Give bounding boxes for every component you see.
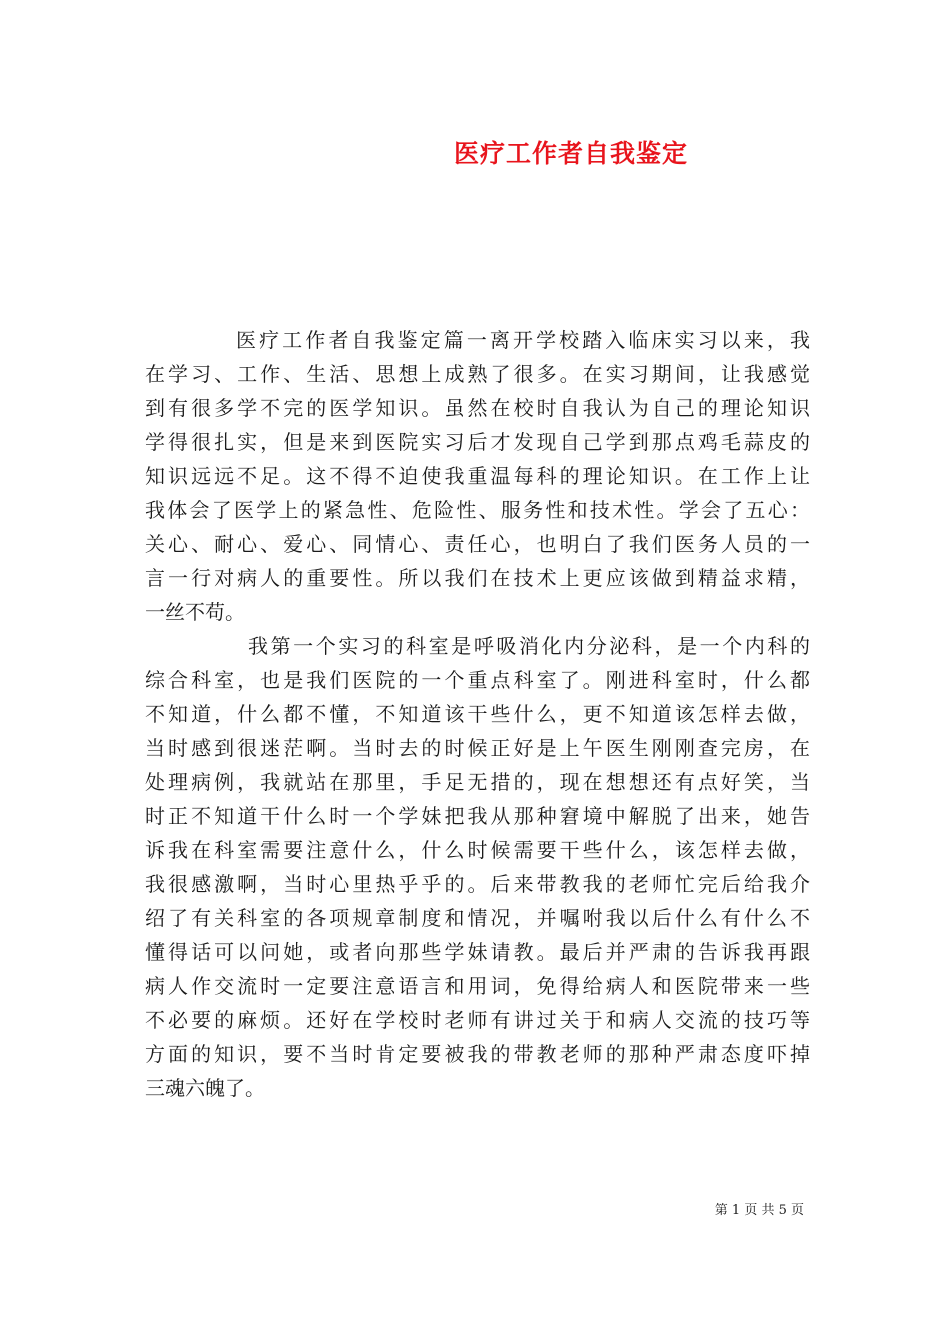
page-number-footer: 第 1 页 共 5 页 xyxy=(714,1203,804,1218)
text-line: 不必要的麻烦。还好在学校时老师有讲过关于和病人交流的技巧等 xyxy=(145,1008,810,1032)
text-line: 言一行对病人的重要性。所以我们在技术上更应该做到精益求精， xyxy=(145,566,810,590)
text-line: 方面的知识，要不当时肯定要被我的带教老师的那种严肃态度吓掉 xyxy=(145,1042,810,1066)
text-line: 我第一个实习的科室是呼吸消化内分泌科，是一个内科的 xyxy=(248,634,810,658)
text-line: 在学习、工作、生活、思想上成熟了很多。在实习期间，让我感觉 xyxy=(145,362,810,386)
text-line: 我体会了医学上的紧急性、危险性、服务性和技术性。学会了五心： xyxy=(145,498,810,522)
text-line: 处理病例，我就站在那里，手足无措的，现在想想还有点好笑，当 xyxy=(145,770,810,794)
document-body xyxy=(145,323,810,1105)
text-line: 懂得话可以问她，或者向那些学妹请教。最后并严肃的告诉我再跟 xyxy=(145,940,810,964)
text-line: 知识远远不足。这不得不迫使我重温每科的理论知识。在工作上让 xyxy=(145,464,810,488)
text-line: 我很感激啊，当时心里热乎乎的。后来带教我的老师忙完后给我介 xyxy=(145,872,810,896)
text-line: 诉我在科室需要注意什么，什么时候需要干些什么，该怎样去做， xyxy=(145,838,810,862)
text-line: 三魂六魄了。 xyxy=(145,1076,265,1100)
text-line: 关心、耐心、爱心、同情心、责任心，也明白了我们医务人员的一 xyxy=(145,532,810,556)
text-line: 学得很扎实，但是来到医院实习后才发现自己学到那点鸡毛蒜皮的 xyxy=(145,430,810,454)
text-line: 不知道，什么都不懂，不知道该干些什么，更不知道该怎样去做， xyxy=(145,702,810,726)
text-line: 医疗工作者自我鉴定篇一离开学校踏入临床实习以来，我 xyxy=(236,328,810,352)
text-line: 综合科室，也是我们医院的一个重点科室了。刚进科室时，什么都 xyxy=(145,668,810,692)
text-line: 一丝不苟。 xyxy=(145,600,245,624)
paragraph-1 xyxy=(145,323,810,629)
text-line: 到有很多学不完的医学知识。虽然在校时自我认为自己的理论知识 xyxy=(145,396,810,420)
text-line: 绍了有关科室的各项规章制度和情况，并嘱咐我以后什么有什么不 xyxy=(145,906,810,930)
text-line: 当时感到很迷茫啊。当时去的时候正好是上午医生刚刚查完房，在 xyxy=(145,736,810,760)
document-title: 医疗工作者自我鉴定 xyxy=(453,139,688,168)
paragraph-2 xyxy=(145,629,810,1105)
text-line: 时正不知道干什么时一个学妹把我从那种窘境中解脱了出来，她告 xyxy=(145,804,810,828)
text-line: 病人作交流时一定要注意语言和用词，免得给病人和医院带来一些 xyxy=(145,974,810,998)
